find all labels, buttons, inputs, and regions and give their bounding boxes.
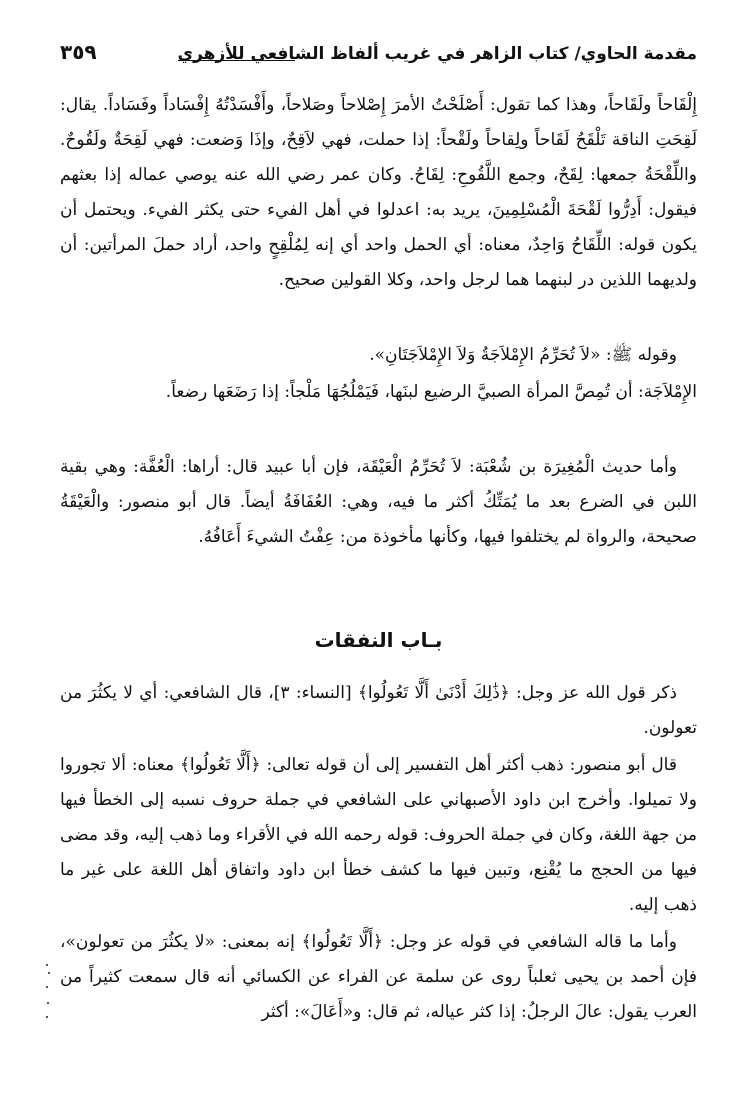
paragraph-text: ذكر قول الله عز وجل: ﴿ذَٰلِكَ أَدْنَىٰ أَلَّا تَعُولُوا﴾ [النساء: ٣]، قال الشافعي: أي لا يكثُرَ من تعولون. xyxy=(60,683,697,738)
header-rule xyxy=(178,60,295,61)
paragraph-hadith-imlajah xyxy=(60,338,697,373)
paragraph-abu-mansur xyxy=(60,748,697,923)
page-number: ٣٥٩ xyxy=(60,40,97,64)
paragraph-imlajah-def xyxy=(60,375,697,410)
paragraph-laqah xyxy=(60,88,697,298)
paragraph-text: إِلْقَاحاً ولَقَاحاً، وهذا كما تقول: أَصْلَحْتُ الأمرَ إِصْلاحاً وصَلاحاً، وأَفْسَدْتُهُ إِفْسَاداً وفَسَاداً. يقال: لَقِحَتِ الناقة تَلْقَحُ لَقَاحاً ولِقاحاً ولَقْحاً: إذا حملت، فهي لاَقِحٌ، وإذَا وَضعت: فهي لَقِحَةٌ ولَقُوحٌ. واللِّقْحَةُ جمعها: لِقَحٌ، وجمع اللَّقُوحِ: لِقَاحُ. وكان عمر رضي الله عنه يوصي عماله إذا بعثهم فيقول: أَدِرُّوا لَقْحَةَ الْمُسْلِمِينَ، يريد به: اعدلوا في أهل الفيء حتى يكثر الفيء. ويحتمل أن يكون قوله: اللِّقَاحُ وَاحِدٌ، معناه: أي الحمل واحد أي إنه لِمُلْقِحٍ واحد، أراد حملَ المرأتين: أن ولديهما اللذين در لبنهما هما لرجل واحد، وكلا القولين صحيح. xyxy=(60,95,697,290)
header-title: مقدمة الحاوي/ كتاب الزاهر في غريب ألفاظ الشافعي للأزهري xyxy=(177,44,697,64)
running-header xyxy=(60,38,697,78)
chapter-heading: بـاب النفقات xyxy=(314,628,443,652)
paragraph-shafii xyxy=(60,925,697,1030)
paragraph-text: وأما حديث الْمُغِيرَة بن شُعْبَة: لاَ تُحَرِّمُ الْعَيْقَة، فإن أبا عبيد قال: أراها: الْعُفَّة: وهي بقية اللبن في الضرع بعد ما يُمَتِّكُ أكثر ما فيه، وهي: العُفَافَةُ أيضاً. قال أبو منصور: والْعَيْقَةُ صحيحة، والرواة لم يختلفوا فيها، وكأنها مأخوذة من: عِفْتُ الشيءَ أَعَافُهُ. xyxy=(60,457,697,547)
paragraph-text: قال أبو منصور: ذهب أكثر أهل التفسير إلى أن قوله تعالى: ﴿أَلَّا تَعُولُوا﴾ معناه: ألا تجوروا ولا تميلوا. وأخرج ابن داود الأصبهاني على الشافعي في جملة حروف نسبه إلى الخطأ فيها من جهة اللغة، وكان في جملة الحروف: قوله رحمه الله في الأقراء وما ذهب إليه، وقد مضى فيها من الحجج ما يُقْنِع، وتبين فيها ما كشف خطأ ابن داود واتفاق أهل اللغة على غير ما ذهب إليه. xyxy=(60,755,697,915)
paragraph-quran-verse xyxy=(60,676,697,746)
paragraph-text: الإِمْلاَجَة: أن تُمِصَّ المرأة الصبيَّ الرضيع لبنَها، فَيَمْلُجُهَا مَلْجاً: إذا رَضَعَها رضعاً. xyxy=(165,382,697,402)
paragraph-text: وأما ما قاله الشافعي في قوله عز وجل: ﴿أَلَّا تَعُولُوا﴾ إنه بمعنى: «لا يكثُرَ من تعولون»، فإن أحمد بن يحيى ثعلباً روى عن سلمة عن الفراء عن الكسائي أنه قال سمعت كثيراً من العرب يقول: عالَ الرجلُ: إذا كثر عياله، ثم قال: و«أَعَالَ»: أكثر xyxy=(60,932,697,1022)
paragraph-text: وقوله ﷺ: «لاَ تُحَرِّمُ الإِمْلاَجَةُ وَلاَ الإِمْلاَجَتَانِ». xyxy=(369,345,677,365)
paragraph-mughira xyxy=(60,450,697,555)
scan-specks xyxy=(46,964,52,1024)
